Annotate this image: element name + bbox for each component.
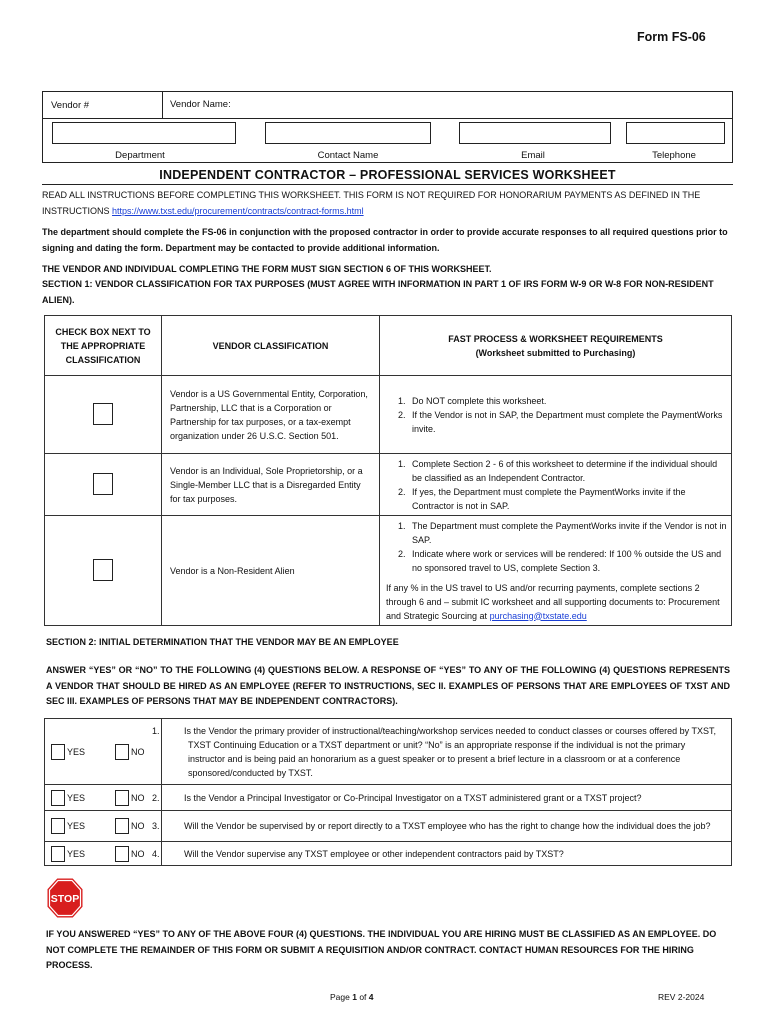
requirements-cell <box>380 516 732 626</box>
question-row <box>45 842 732 866</box>
instructions-paragraph <box>42 188 733 219</box>
classification-checkbox-entity[interactable] <box>93 403 113 425</box>
requirement-item: 2. If the Vendor is not in SAP, the Department must complete the PaymentWorks invite. <box>408 408 727 436</box>
yes-checkbox[interactable] <box>51 790 65 806</box>
requirement-item: 1. The Department must complete the PaymentWorks invite if the Vendor is not in SAP. <box>408 519 727 547</box>
no-checkbox[interactable] <box>115 846 129 862</box>
classification-checkbox-nonresident[interactable] <box>93 559 113 581</box>
no-checkbox[interactable] <box>115 744 129 760</box>
requirements-header-line2: (Worksheet submitted to Purchasing) <box>475 347 636 358</box>
yes-label: YES <box>67 746 86 757</box>
question-row <box>45 811 732 842</box>
classification-column-header: VENDOR CLASSIFICATION <box>162 316 380 376</box>
requirements-header-line1: FAST PROCESS & WORKSHEET REQUIREMENTS <box>448 333 663 344</box>
requirement-item: 1. Do NOT complete this worksheet. <box>408 394 727 408</box>
yes-label: YES <box>67 821 86 831</box>
questions-table <box>44 718 732 866</box>
telephone-label: Telephone <box>652 150 696 161</box>
yes-checkbox[interactable] <box>51 744 65 760</box>
classification-text: Vendor is a Non-Resident Alien <box>162 516 380 626</box>
nonresident-extra-text: If any % in the US travel to US and/or recurring payments, complete sections 2 through 6 and – submit IC worksheet and all supporting documents to: Procurement and Strategic Sourcing at <box>386 582 720 621</box>
stop-sign-text: STOP <box>50 893 80 905</box>
vendor-classification-table <box>44 315 732 626</box>
no-label: NO <box>131 821 145 831</box>
form-id: Form FS-06 <box>637 30 706 44</box>
requirements-cell <box>380 376 732 454</box>
question-text: Will the Vendor supervise any TXST employee or other independent contractors paid by TXST? <box>184 848 564 859</box>
yes-checkbox[interactable] <box>51 846 65 862</box>
question-text: Is the Vendor a Principal Investigator or Co-Principal Investigator on a TXST administered grant or a TXST project? <box>184 792 642 803</box>
requirement-item: 1. Complete Section 2 - 6 of this worksheet to determine if the individual should be classified as an Independent Contractor. <box>408 457 727 485</box>
section1-title: SECTION 1: VENDOR CLASSIFICATION FOR TAX PURPOSES (MUST AGREE WITH INFORMATION IN PART 1 OF IRS FORM W-9 OR W-8 FOR NON-RESIDENT ALIEN). <box>42 279 714 305</box>
no-checkbox[interactable] <box>115 818 129 834</box>
question-text: Is the Vendor the primary provider of instructional/teaching/workshop services needed to conduct classes or courses offered by TXST, TXST Continuing Education or a TXST department or unit? “No” is an appropriate response if the individual is not the primary instructor and is being paid an honorarium as a guest speaker or to present a brief lecture in a classroom or at a conference sponsored/conducted by TXST. <box>184 725 716 778</box>
purchasing-email-link[interactable]: purchasing@txstate.edu <box>489 610 587 621</box>
contact-name-field[interactable] <box>265 122 431 144</box>
question-number: 2. <box>152 792 160 803</box>
stop-sign-icon <box>46 877 84 924</box>
question-number: 1. <box>152 725 160 736</box>
yes-label: YES <box>67 792 86 803</box>
vendor-header-box <box>42 91 733 163</box>
employee-warning: IF YOU ANSWERED “YES” TO ANY OF THE ABOVE FOUR (4) QUESTIONS. THE INDIVIDUAL YOU ARE HIRING MUST BE CLASSIFIED AS AN EMPLOYEE. DO NOT COMPLETE THE REMAINDER OF THIS FORM OR SUBMIT A REQUISITION AND/OR CONTRACT. CONTACT HUMAN RESOURCES FOR THE HIRING PROCESS. <box>46 929 717 970</box>
department-note: The department should complete the FS-06 in conjunction with the proposed contractor in order to provide accurate responses to all required questions prior to signing and dating the form. Department may be contacted to provide additional information. <box>42 227 728 253</box>
classification-text: Vendor is an Individual, Sole Proprietorship, or a Single-Member LLC that is a Disregarded Entity for tax purposes. <box>162 454 380 516</box>
classification-row <box>45 454 732 516</box>
page-total: 4 <box>368 992 374 1002</box>
yes-checkbox[interactable] <box>51 818 65 834</box>
page-prefix: Page <box>330 992 353 1002</box>
vendor-sign-note: THE VENDOR AND INDIVIDUAL COMPLETING THE FORM MUST SIGN SECTION 6 OF THIS WORKSHEET. <box>42 264 492 274</box>
question-row <box>45 785 732 811</box>
classification-row <box>45 376 732 454</box>
classification-text: Vendor is a US Governmental Entity, Corporation, Partnership, LLC that is a Corporation or Partnership for tax purposes, or a tax-exempt organization under 26 U.S.C. Section 501. <box>162 376 380 454</box>
section2-intro: ANSWER “YES” OR “NO” TO THE FOLLOWING (4) QUESTIONS BELOW. A RESPONSE OF “YES” TO ANY OF THE FOLLOWING (4) QUESTIONS REPRESENTS A VENDOR THAT SHOULD BE HIRED AS AN EMPLOYEE (REFER TO INSTRUCTIONS, SEC II. EXAMPLES OF PERSONS THAT ARE EMPLOYEES OF TXST AND SEC III. EXAMPLES OF PERSONS THAT MAY BE INDEPENDENT CONTRACTORS). <box>46 665 730 706</box>
check-column-header: CHECK BOX NEXT TO THE APPROPRIATE CLASSIFICATION <box>45 316 162 376</box>
contact-name-label: Contact Name <box>317 150 379 161</box>
question-text: Will the Vendor be supervised by or report directly to a TXST employee who has the right to change how the individual does the job? <box>184 821 711 831</box>
page-indicator <box>330 992 374 1002</box>
nonresident-extra-note <box>386 581 727 623</box>
instructions-text: READ ALL INSTRUCTIONS BEFORE COMPLETING THIS WORKSHEET. THIS FORM IS NOT REQUIRED FOR HONORARIUM PAYMENTS AS DEFINED IN THE INSTRUCTIONS <box>42 190 701 216</box>
no-label: NO <box>131 746 145 757</box>
question-row <box>45 719 732 785</box>
page-of: of <box>356 992 369 1002</box>
title-divider <box>42 184 733 185</box>
question-number: 3. <box>152 821 160 831</box>
email-field[interactable] <box>459 122 611 144</box>
no-label: NO <box>131 792 145 803</box>
department-field[interactable] <box>52 122 236 144</box>
email-label: Email <box>521 150 545 161</box>
page-number: 1 <box>352 992 357 1002</box>
requirements-column-header <box>380 316 732 376</box>
revision-label: REV 2-2024 <box>658 992 705 1002</box>
contract-forms-link[interactable]: https://www.txst.edu/procurement/contracts/contract-forms.html <box>112 205 364 216</box>
telephone-field[interactable] <box>626 122 725 144</box>
classification-checkbox-individual[interactable] <box>93 473 113 495</box>
yes-label: YES <box>67 848 86 859</box>
requirement-item: 2. Indicate where work or services will be rendered: If 100 % outside the US and no sponsored travel to US, complete Section 3. <box>408 547 727 575</box>
classification-row <box>45 516 732 626</box>
section2-title: SECTION 2: INITIAL DETERMINATION THAT THE VENDOR MAY BE AN EMPLOYEE <box>46 637 399 647</box>
question-number: 4. <box>152 848 160 859</box>
no-checkbox[interactable] <box>115 790 129 806</box>
no-label: NO <box>131 848 145 859</box>
requirements-cell <box>380 454 732 516</box>
department-label: Department <box>115 150 165 161</box>
vendor-name-label: Vendor Name: <box>170 99 231 110</box>
vendor-number-label: Vendor # <box>51 100 90 111</box>
requirement-item: 2. If yes, the Department must complete the PaymentWorks invite if the Contractor is not in SAP. <box>408 485 727 513</box>
worksheet-title: INDEPENDENT CONTRACTOR – PROFESSIONAL SERVICES WORKSHEET <box>159 168 616 182</box>
